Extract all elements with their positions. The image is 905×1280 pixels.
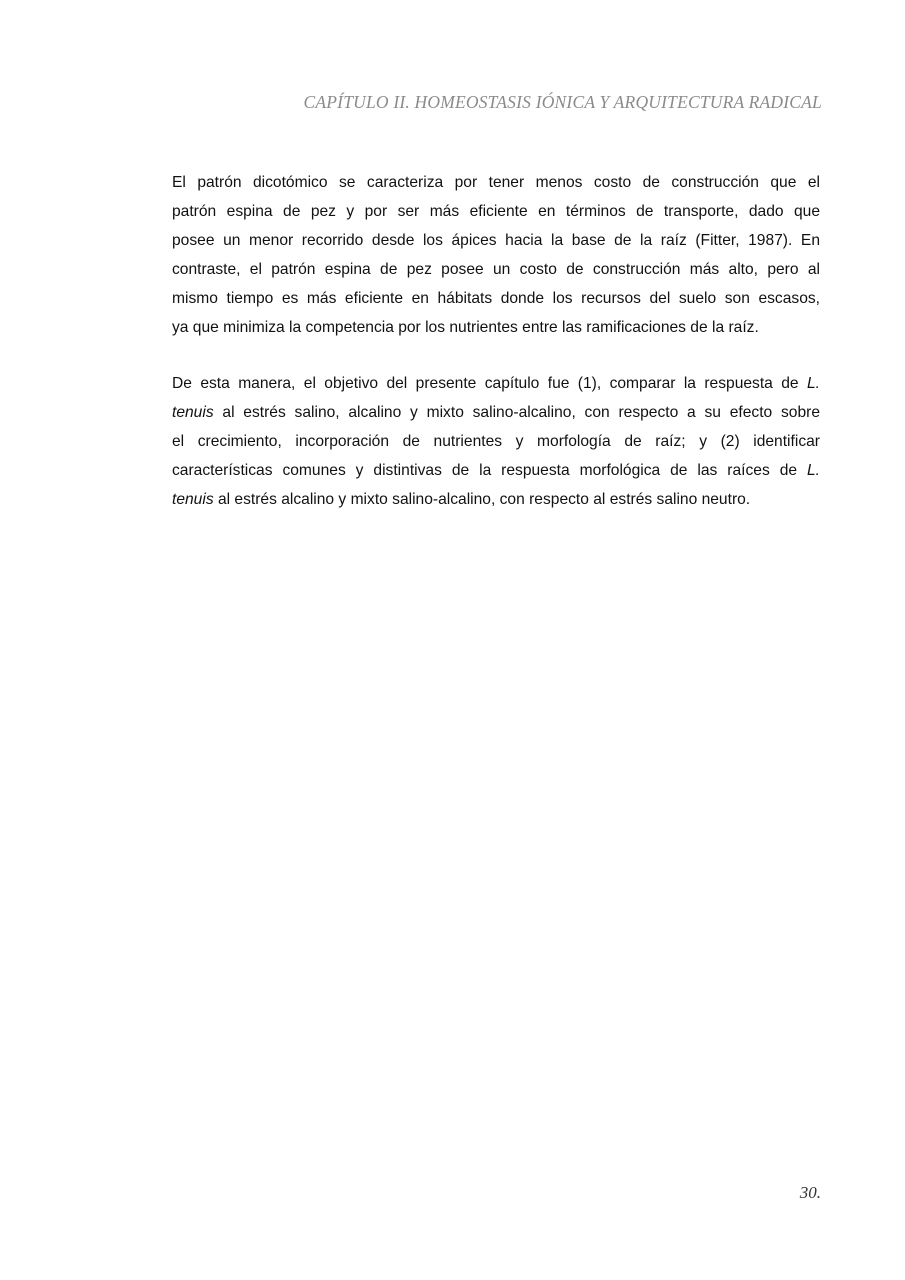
- running-header: CAPÍTULO II. HOMEOSTASIS IÓNICA Y ARQUITECTURA RADICAL: [303, 92, 822, 112]
- text-line: tenuis al estrés alcalino y mixto salino-alcalino, con respecto al estrés salino neutro.: [172, 491, 751, 508]
- species-name: tenuis: [172, 491, 214, 508]
- text-line: ya que minimiza la competencia por los nutrientes entre las ramificaciones de la raíz.: [172, 319, 759, 336]
- paragraph-2: [172, 369, 820, 514]
- text-line: patrón espina de pez y por ser más eficiente en términos de transporte, dado que: [172, 203, 820, 220]
- page-number: 30.: [799, 1183, 821, 1202]
- paragraph-1: [172, 168, 820, 342]
- text-line: contraste, el patrón espina de pez posee un costo de construcción más alto, pero al: [172, 261, 820, 278]
- text-line: características comunes y distintivas de la respuesta morfológica de las raíces de L.: [172, 462, 820, 479]
- text-line: De esta manera, el objetivo del presente capítulo fue (1), comparar la respuesta de L.: [172, 375, 820, 392]
- text-line: posee un menor recorrido desde los ápices hacia la base de la raíz (Fitter, 1987). En: [172, 232, 820, 249]
- species-abbrev: L.: [806, 375, 820, 392]
- text-line: El patrón dicotómico se caracteriza por tener menos costo de construcción que el: [172, 174, 820, 191]
- text-line: tenuis al estrés salino, alcalino y mixto salino-alcalino, con respecto a su efecto sobre: [172, 404, 820, 421]
- species-name: tenuis: [172, 404, 214, 421]
- text-line: el crecimiento, incorporación de nutrientes y morfología de raíz; y (2) identificar: [172, 433, 820, 450]
- text-line: mismo tiempo es más eficiente en hábitats donde los recursos del suelo son escasos,: [172, 290, 820, 307]
- species-abbrev: L.: [806, 462, 820, 479]
